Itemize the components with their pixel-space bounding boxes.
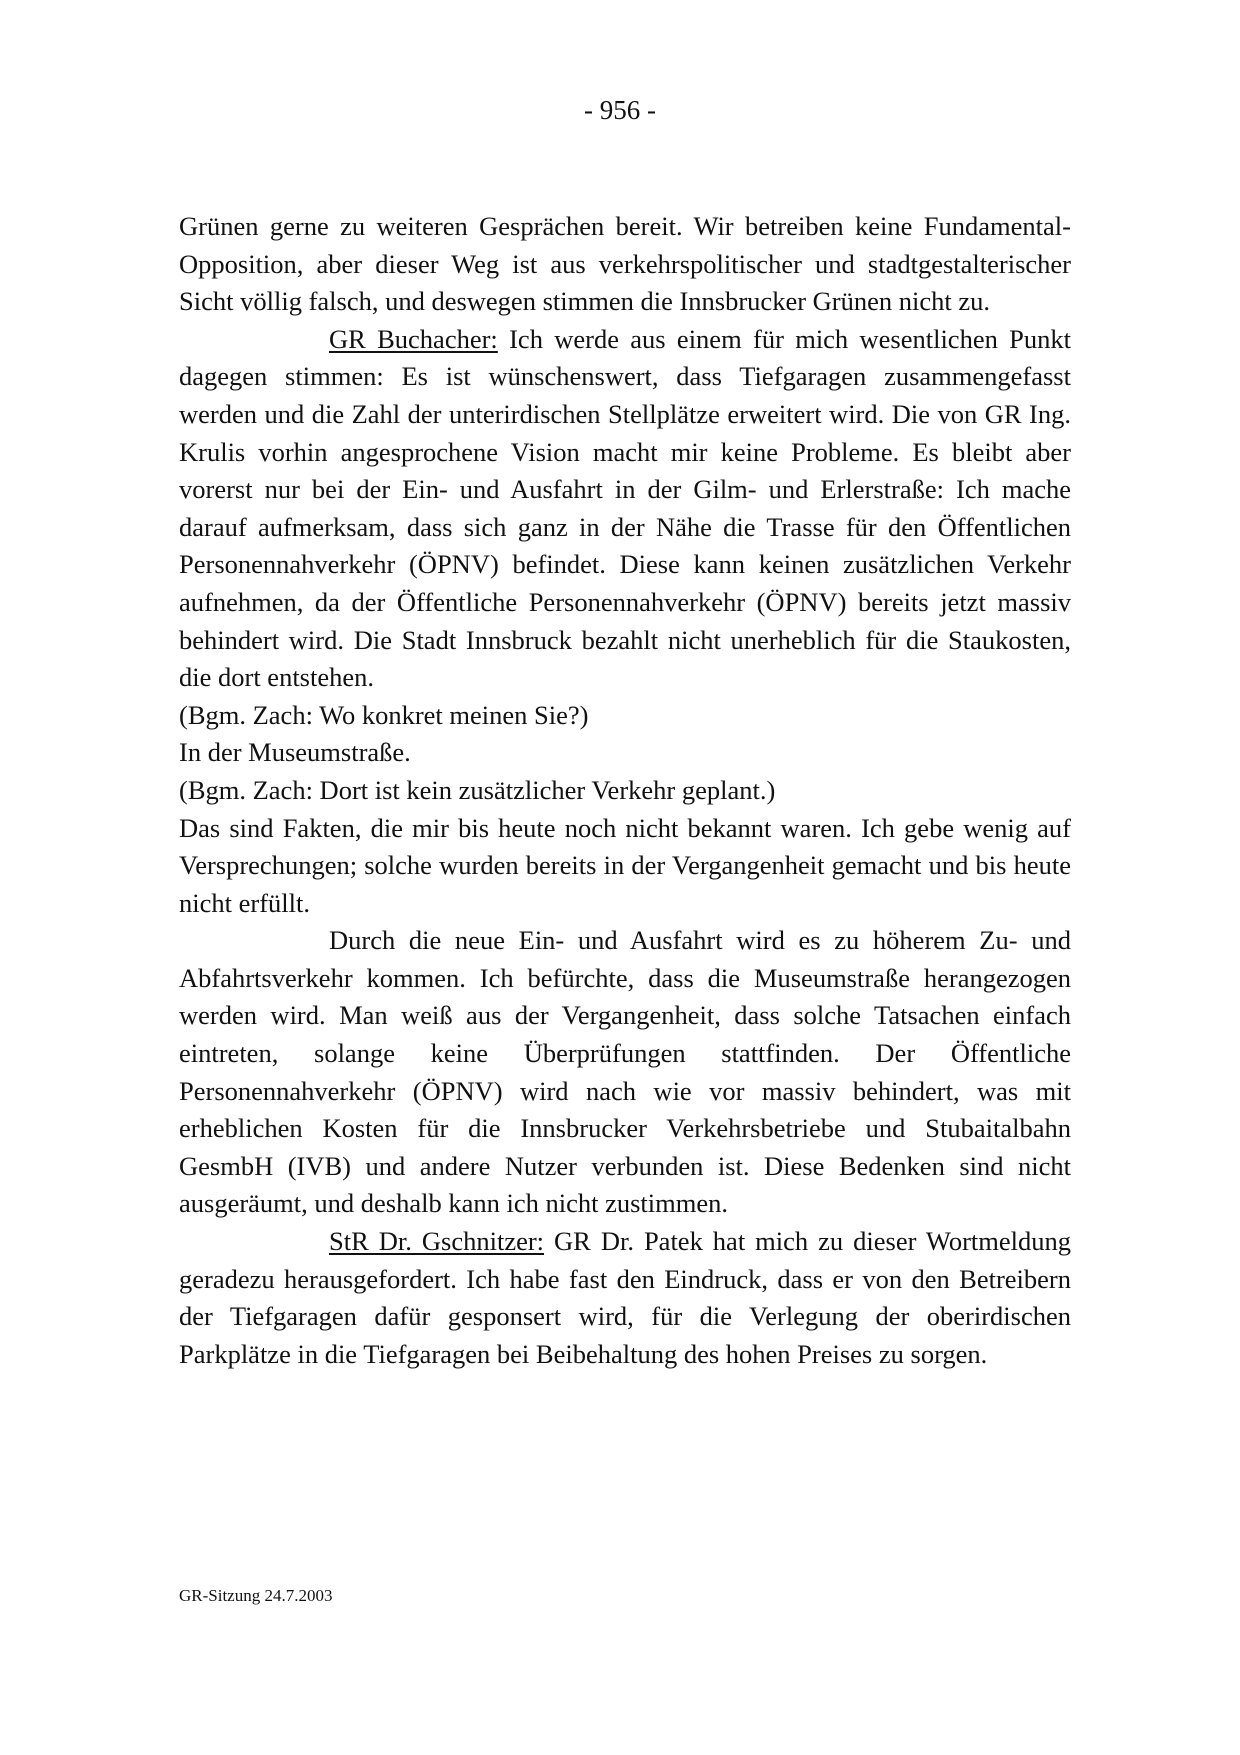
paragraph-text: (Bgm. Zach: Dort ist kein zusätzlicher Verkehr geplant.) bbox=[179, 774, 776, 805]
paragraph-text: GR Dr. Patek hat mich zu dieser Wortmeldung geradezu herausgefordert. Ich habe fast den Eindruck, dass er von den Betreibern der Tiefgaragen dafür gesponsert wird, für die Verlegung der oberirdischen Parkplätze in die Tiefgaragen bei Beibehaltung des hohen Preises zu sorgen. bbox=[179, 1226, 1071, 1369]
paragraph-6 bbox=[179, 810, 1071, 923]
paragraph-3 bbox=[179, 697, 1071, 735]
speaker-name: StR Dr. Gschnitzer: bbox=[329, 1226, 545, 1257]
paragraph-text: Das sind Fakten, die mir bis heute noch nicht bekannt waren. Ich gebe wenig auf Versprechungen; solche wurden bereits in der Vergangenheit gemacht und bis heute nicht erfüllt. bbox=[179, 812, 1071, 918]
paragraph-4 bbox=[179, 734, 1071, 772]
paragraph-text: In der Museumstraße. bbox=[179, 737, 411, 768]
speaker-name: GR Buchacher: bbox=[329, 323, 498, 354]
paragraph-text: Grünen gerne zu weiteren Gesprächen bereit. Wir betreiben keine Fundamental-Opposition, aber dieser Weg ist aus verkehrspolitischer und stadtgestalterischer Sicht völlig falsch, und deswegen stimmen die Innsbrucker Grünen nicht zu. bbox=[179, 211, 1071, 317]
paragraph-5 bbox=[179, 772, 1071, 810]
document-body bbox=[179, 208, 1071, 1373]
paragraph-text: Durch die neue Ein- und Ausfahrt wird es zu höherem Zu- und Abfahrtsverkehr kommen. Ich befürchte, dass die Museumstraße herangezogen werden wird. Man weiß aus der Vergangenheit, dass solche Tatsachen einfach eintreten, solange keine Überprüfungen stattfinden. Der Öffentliche Personennahverkehr (ÖPNV) wird nach wie vor massiv behindert, was mit erheblichen Kosten für die Innsbrucker Verkehrsbetriebe und Stubaitalbahn GesmbH (IVB) und andere Nutzer verbunden ist. Diese Bedenken sind nicht ausgeräumt, und deshalb kann ich nicht zustimmen. bbox=[179, 925, 1071, 1219]
paragraph-1 bbox=[179, 208, 1071, 321]
page-number: - 956 - bbox=[584, 95, 656, 125]
paragraph-2 bbox=[179, 321, 1071, 697]
paragraph-text: (Bgm. Zach: Wo konkret meinen Sie?) bbox=[179, 699, 589, 730]
paragraph-text: Ich werde aus einem für mich wesentlichen Punkt dagegen stimmen: Es ist wünschenswert, dass Tiefgaragen zusammengefasst werden und die Zahl der unterirdischen Stellplätze erweitert wird. Die von GR Ing. Krulis vorhin angesprochene Vision macht mir keine Probleme. Es bleibt aber vorerst nur bei der Ein- und Ausfahrt in der Gilm- und Erlerstraße: Ich mache darauf aufmerksam, dass sich ganz in der Nähe die Trasse für den Öffentlichen Personennahverkehr (ÖPNV) befindet. Diese kann keinen zusätzlichen Verkehr aufnehmen, da der Öffentliche Personennahverkehr (ÖPNV) bereits jetzt massiv behindert wird. Die Stadt Innsbruck bezahlt nicht unerheblich für die Staukosten, die dort entstehen. bbox=[179, 323, 1071, 693]
paragraph-8 bbox=[179, 1223, 1071, 1373]
footer-session-date: GR-Sitzung 24.7.2003 bbox=[179, 1586, 333, 1605]
paragraph-7 bbox=[179, 922, 1071, 1223]
